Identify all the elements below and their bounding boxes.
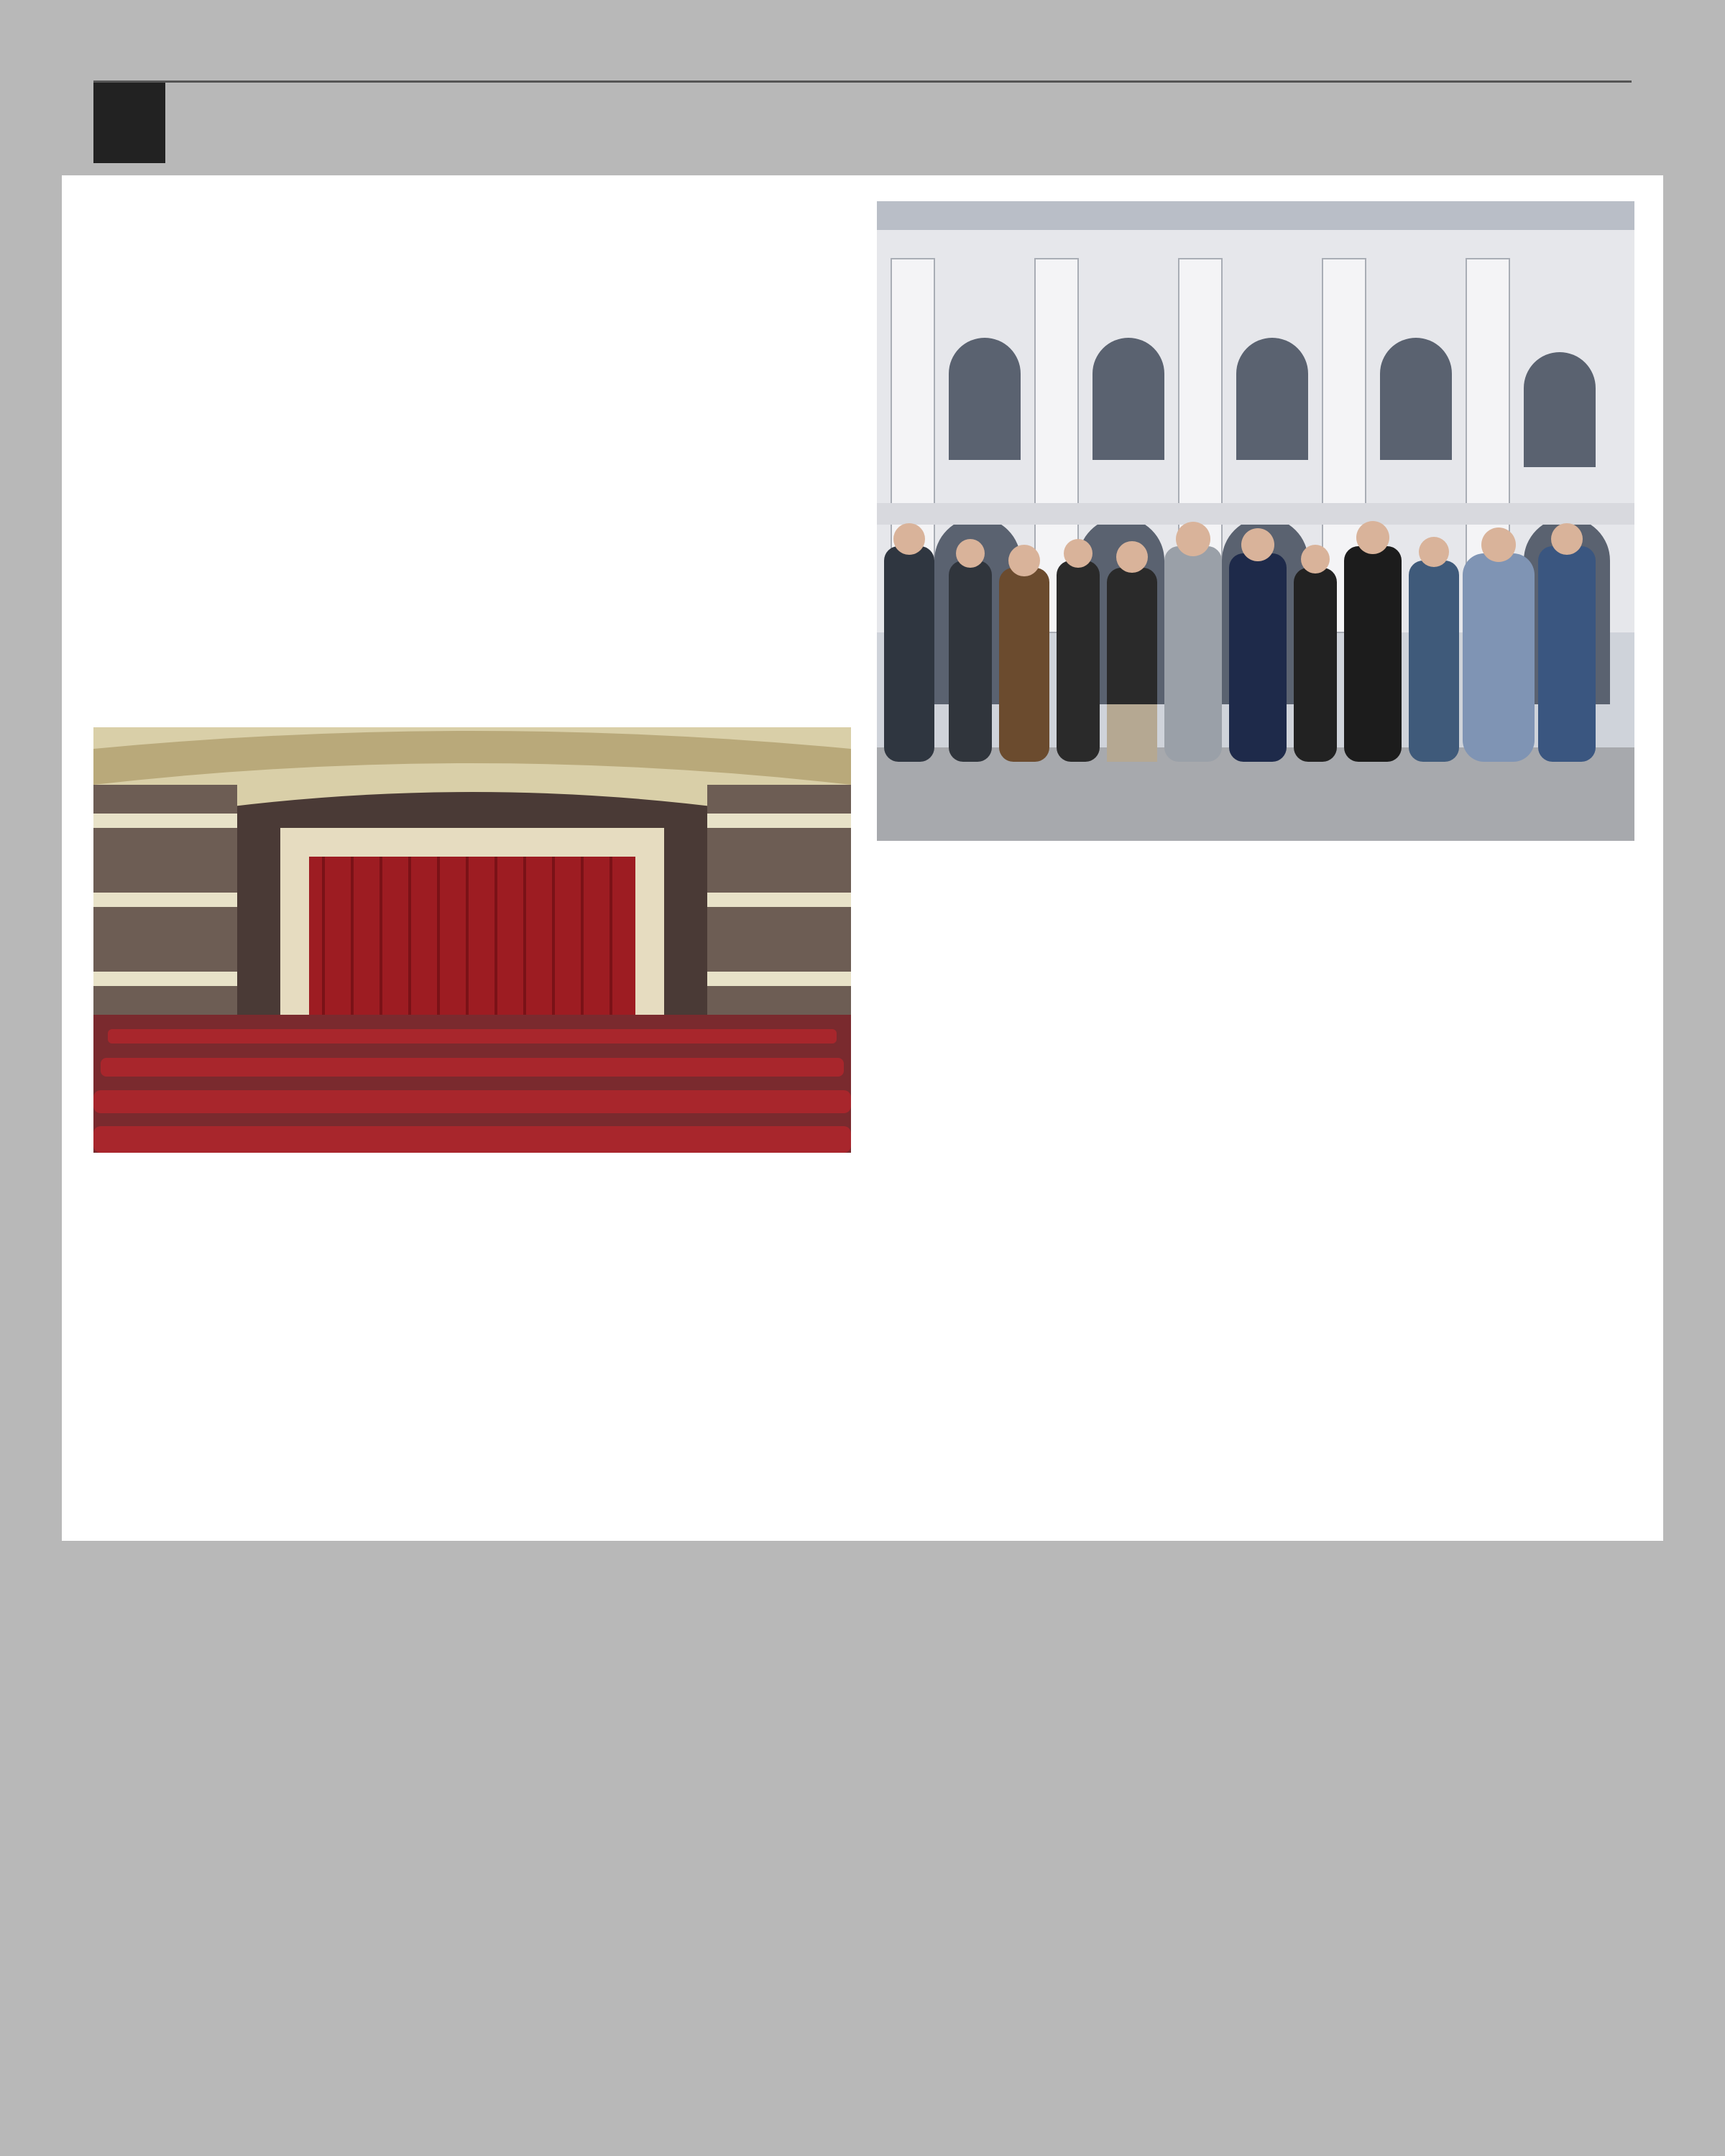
photo-theater-interior	[93, 727, 851, 1153]
top-rule	[93, 80, 1632, 83]
theater-interior-image	[93, 727, 851, 1153]
article-column-1	[93, 1282, 390, 1541]
photo-theater-facade	[877, 201, 1634, 841]
article-teatro-municipal	[62, 175, 1663, 1541]
page-number	[93, 83, 165, 163]
theater-facade-image	[877, 201, 1634, 841]
